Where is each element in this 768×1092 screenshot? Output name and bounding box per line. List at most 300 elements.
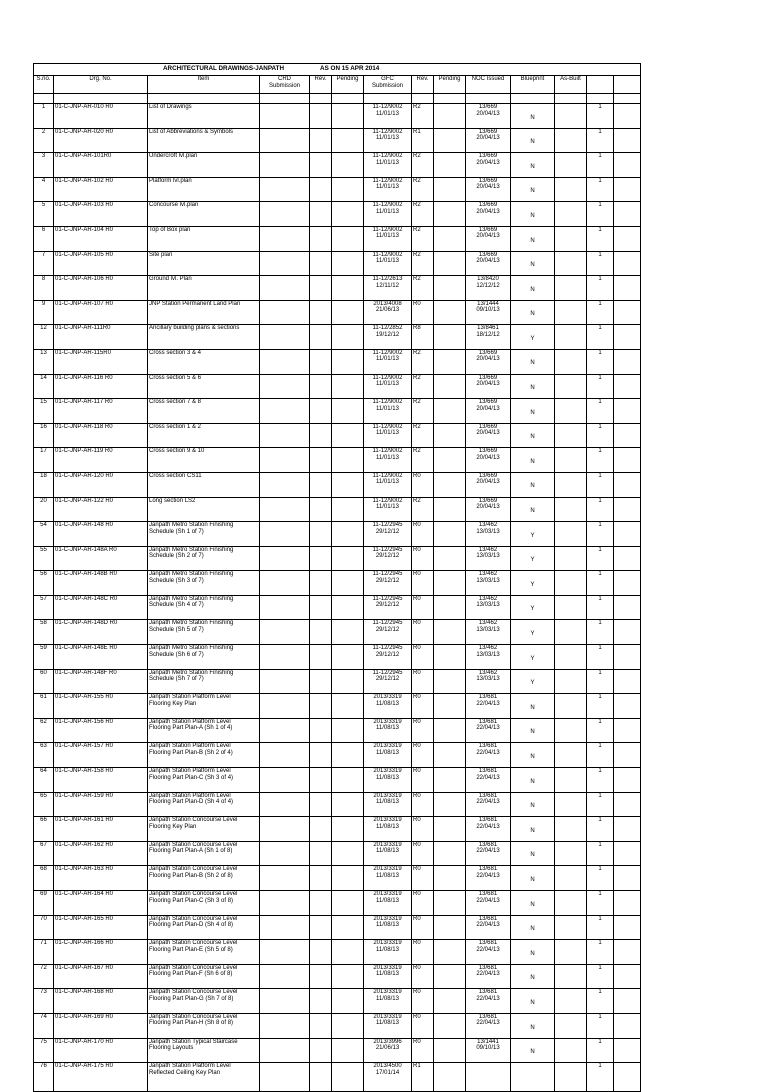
cell-drg-no: 01-C-JNP-AR-175 R0 bbox=[54, 1063, 148, 1092]
cell-as-built bbox=[555, 153, 587, 178]
cell-noc: 13/8420 12/12/12 bbox=[466, 276, 511, 301]
cell-sno: 74 bbox=[34, 1013, 54, 1038]
cell-gfc: 2013/3319 11/08/13 bbox=[364, 718, 412, 743]
cell-rev bbox=[310, 620, 332, 645]
cell-gfc: 11-12/9002 11/01/13 bbox=[364, 153, 412, 178]
cell-extra-1: 1 bbox=[587, 595, 614, 620]
cell-item: Ancillary building plans & sections bbox=[148, 325, 260, 350]
cell-gfc: 2013/3319 11/08/13 bbox=[364, 743, 412, 768]
cell-blueprint: N bbox=[511, 448, 555, 473]
table-row bbox=[34, 104, 641, 129]
cell-noc: 13/669 20/04/13 bbox=[466, 177, 511, 202]
cell-blueprint bbox=[511, 1063, 555, 1092]
cell-as-built bbox=[555, 866, 587, 891]
cell-gfc: 2013/3319 11/08/13 bbox=[364, 1013, 412, 1038]
cell-drg-no: 01-C-JNP-AR-148F R0 bbox=[54, 669, 148, 694]
cell-pending-2 bbox=[434, 522, 466, 547]
cell-blueprint: N bbox=[511, 1013, 555, 1038]
cell-crd bbox=[260, 472, 310, 497]
cell-pending bbox=[332, 325, 364, 350]
cell-noc: 13/681 22/04/13 bbox=[466, 866, 511, 891]
cell-sno: 8 bbox=[34, 276, 54, 301]
cell-drg-no: 01-C-JNP-AR-010 R0 bbox=[54, 104, 148, 129]
cell-item: Janpath Metro Station Finishing Schedule (Sh 7 of 7) bbox=[148, 669, 260, 694]
cell-item: Site plan bbox=[148, 251, 260, 276]
cell-extra-1: 1 bbox=[587, 177, 614, 202]
cell-pending bbox=[332, 817, 364, 842]
cell-noc: 13/669 20/04/13 bbox=[466, 251, 511, 276]
table-title: ARCHITECTURAL DRAWINGS-JANPATH bbox=[163, 65, 285, 73]
cell-noc bbox=[466, 1063, 511, 1092]
cell-pending-2 bbox=[434, 866, 466, 891]
table-row bbox=[34, 546, 641, 571]
cell-pending bbox=[332, 915, 364, 940]
cell-rev-2: R0 bbox=[412, 669, 434, 694]
cell-pending bbox=[332, 595, 364, 620]
cell-extra-2 bbox=[614, 251, 641, 276]
cell-crd bbox=[260, 497, 310, 522]
cell-sno: 59 bbox=[34, 645, 54, 670]
cell-blueprint: N bbox=[511, 817, 555, 842]
cell-drg-no: 01-C-JNP-AR-158 R0 bbox=[54, 768, 148, 793]
cell-gfc: 11-12/9002 11/01/13 bbox=[364, 251, 412, 276]
cell-rev-2: R2 bbox=[412, 448, 434, 473]
cell-extra-2 bbox=[614, 915, 641, 940]
cell-extra-2 bbox=[614, 645, 641, 670]
cell-sno: 64 bbox=[34, 768, 54, 793]
cell-rev-2: R1 bbox=[412, 1063, 434, 1092]
cell-rev bbox=[310, 817, 332, 842]
table-row bbox=[34, 1038, 641, 1063]
cell-item: Janpath Metro Station Finishing Schedule (Sh 4 of 7) bbox=[148, 595, 260, 620]
header-row bbox=[34, 76, 641, 94]
cell-pending bbox=[332, 104, 364, 129]
cell-pending-2 bbox=[434, 571, 466, 596]
cell-rev bbox=[310, 226, 332, 251]
cell-crd bbox=[260, 1038, 310, 1063]
cell-blueprint: N bbox=[511, 251, 555, 276]
cell-sno: 66 bbox=[34, 817, 54, 842]
cell-noc: 13/681 22/04/13 bbox=[466, 841, 511, 866]
cell-gfc: 2013/3319 11/08/13 bbox=[364, 915, 412, 940]
header-sno: S.no. bbox=[34, 76, 54, 94]
cell-extra-2 bbox=[614, 497, 641, 522]
cell-sno: 62 bbox=[34, 718, 54, 743]
cell-pending-2 bbox=[434, 841, 466, 866]
cell-gfc: 2013/4008 21/06/13 bbox=[364, 300, 412, 325]
cell-sno: 68 bbox=[34, 866, 54, 891]
cell-extra-2 bbox=[614, 694, 641, 719]
cell-rev-2: R0 bbox=[412, 472, 434, 497]
cell-extra-1: 1 bbox=[587, 964, 614, 989]
cell-extra-1: 1 bbox=[587, 940, 614, 965]
cell-rev-2: R2 bbox=[412, 349, 434, 374]
cell-extra-1: 1 bbox=[587, 669, 614, 694]
table-row bbox=[34, 571, 641, 596]
cell-pending-2 bbox=[434, 645, 466, 670]
cell-drg-no: 01-C-JNP-AR-115R0 bbox=[54, 349, 148, 374]
cell-crd bbox=[260, 620, 310, 645]
cell-gfc: 11-12/9002 11/01/13 bbox=[364, 104, 412, 129]
cell-item: Janpath Metro Station Finishing Schedule (Sh 1 of 7) bbox=[148, 522, 260, 547]
cell-item: Janpath Station Platform Level Flooring Part Plan-C (Sh 3 of 4) bbox=[148, 768, 260, 793]
cell-as-built bbox=[555, 202, 587, 227]
cell-crd bbox=[260, 669, 310, 694]
cell-crd bbox=[260, 546, 310, 571]
table-row bbox=[34, 128, 641, 153]
cell-noc: 13/681 22/04/13 bbox=[466, 915, 511, 940]
table-row bbox=[34, 989, 641, 1014]
cell-extra-1: 1 bbox=[587, 743, 614, 768]
table-row bbox=[34, 1063, 641, 1092]
cell-as-built bbox=[555, 497, 587, 522]
cell-blueprint: Y bbox=[511, 546, 555, 571]
cell-rev-2: R2 bbox=[412, 423, 434, 448]
cell-rev-2: R0 bbox=[412, 694, 434, 719]
cell-extra-2 bbox=[614, 177, 641, 202]
cell-pending-2 bbox=[434, 718, 466, 743]
cell-noc: 13/669 20/04/13 bbox=[466, 349, 511, 374]
cell-sno: 9 bbox=[34, 300, 54, 325]
cell-gfc: 2013/4500 17/01/14 bbox=[364, 1063, 412, 1092]
cell-crd bbox=[260, 104, 310, 129]
cell-blueprint: N bbox=[511, 472, 555, 497]
cell-gfc: 11-12/2945 29/12/12 bbox=[364, 546, 412, 571]
cell-as-built bbox=[555, 522, 587, 547]
cell-pending bbox=[332, 226, 364, 251]
header-item: Item bbox=[148, 76, 260, 94]
cell-blueprint: Y bbox=[511, 595, 555, 620]
cell-extra-2 bbox=[614, 669, 641, 694]
table-row bbox=[34, 768, 641, 793]
cell-sno: 17 bbox=[34, 448, 54, 473]
cell-blueprint: Y bbox=[511, 522, 555, 547]
cell-as-built bbox=[555, 546, 587, 571]
cell-rev bbox=[310, 915, 332, 940]
cell-rev bbox=[310, 104, 332, 129]
table-row bbox=[34, 964, 641, 989]
cell-sno: 20 bbox=[34, 497, 54, 522]
cell-blueprint: N bbox=[511, 866, 555, 891]
cell-blueprint: N bbox=[511, 153, 555, 178]
cell-as-built bbox=[555, 817, 587, 842]
cell-pending-2 bbox=[434, 669, 466, 694]
cell-blueprint: N bbox=[511, 989, 555, 1014]
cell-extra-2 bbox=[614, 202, 641, 227]
cell-pending bbox=[332, 891, 364, 916]
cell-noc: 13/462 13/03/13 bbox=[466, 620, 511, 645]
table-row bbox=[34, 743, 641, 768]
cell-pending-2 bbox=[434, 1038, 466, 1063]
cell-extra-1: 1 bbox=[587, 792, 614, 817]
cell-crd bbox=[260, 964, 310, 989]
cell-extra-1: 1 bbox=[587, 645, 614, 670]
cell-crd bbox=[260, 399, 310, 424]
cell-pending-2 bbox=[434, 546, 466, 571]
cell-as-built bbox=[555, 669, 587, 694]
cell-drg-no: 01-C-JNP-AR-148A R0 bbox=[54, 546, 148, 571]
table-row bbox=[34, 669, 641, 694]
cell-pending bbox=[332, 472, 364, 497]
table-row bbox=[34, 718, 641, 743]
cell-pending-2 bbox=[434, 399, 466, 424]
cell-blueprint: Y bbox=[511, 325, 555, 350]
cell-extra-1: 1 bbox=[587, 153, 614, 178]
cell-crd bbox=[260, 300, 310, 325]
cell-extra-1: 1 bbox=[587, 497, 614, 522]
cell-gfc: 11-12/2945 29/12/12 bbox=[364, 571, 412, 596]
cell-rev bbox=[310, 964, 332, 989]
cell-pending bbox=[332, 202, 364, 227]
cell-sno: 16 bbox=[34, 423, 54, 448]
cell-extra-2 bbox=[614, 226, 641, 251]
table-row bbox=[34, 645, 641, 670]
cell-drg-no: 01-C-JNP-AR-166 R0 bbox=[54, 940, 148, 965]
cell-extra-1: 1 bbox=[587, 571, 614, 596]
cell-rev bbox=[310, 669, 332, 694]
cell-blueprint: N bbox=[511, 423, 555, 448]
cell-rev bbox=[310, 497, 332, 522]
table-body bbox=[34, 104, 641, 1092]
cell-extra-1: 1 bbox=[587, 841, 614, 866]
cell-drg-no: 01-C-JNP-AR-119 R0 bbox=[54, 448, 148, 473]
cell-sno: 63 bbox=[34, 743, 54, 768]
cell-rev bbox=[310, 645, 332, 670]
cell-noc: 13/669 20/04/13 bbox=[466, 104, 511, 129]
cell-as-built bbox=[555, 915, 587, 940]
cell-rev bbox=[310, 989, 332, 1014]
cell-rev bbox=[310, 153, 332, 178]
cell-sno: 75 bbox=[34, 1038, 54, 1063]
cell-sno: 71 bbox=[34, 940, 54, 965]
cell-item: Undercroft lvl.plan bbox=[148, 153, 260, 178]
cell-extra-1: 1 bbox=[587, 226, 614, 251]
cell-rev-2: R0 bbox=[412, 1013, 434, 1038]
cell-crd bbox=[260, 817, 310, 842]
cell-noc: 13/1441 09/10/13 bbox=[466, 1038, 511, 1063]
cell-sno: 67 bbox=[34, 841, 54, 866]
cell-rev-2: R0 bbox=[412, 718, 434, 743]
cell-blueprint: N bbox=[511, 300, 555, 325]
drawings-table bbox=[33, 63, 641, 1092]
cell-sno: 65 bbox=[34, 792, 54, 817]
cell-rev bbox=[310, 694, 332, 719]
cell-crd bbox=[260, 743, 310, 768]
cell-pending-2 bbox=[434, 595, 466, 620]
cell-rev-2: R1 bbox=[412, 128, 434, 153]
cell-pending-2 bbox=[434, 694, 466, 719]
cell-rev-2: R0 bbox=[412, 964, 434, 989]
cell-as-built bbox=[555, 964, 587, 989]
cell-item: Janpath Metro Station Finishing Schedule (Sh 5 of 7) bbox=[148, 620, 260, 645]
cell-extra-2 bbox=[614, 718, 641, 743]
cell-blueprint: N bbox=[511, 497, 555, 522]
cell-noc: 13/669 20/04/13 bbox=[466, 399, 511, 424]
cell-extra-2 bbox=[614, 620, 641, 645]
cell-drg-no: 01-C-JNP-AR-148B R0 bbox=[54, 571, 148, 596]
cell-rev bbox=[310, 349, 332, 374]
cell-item: Janpath Metro Station Finishing Schedule (Sh 6 of 7) bbox=[148, 645, 260, 670]
cell-item: Janpath Station Concourse Level Flooring Part Plan-C (Sh 3 of 8) bbox=[148, 891, 260, 916]
cell-noc: 13/669 20/04/13 bbox=[466, 374, 511, 399]
cell-blueprint: N bbox=[511, 104, 555, 129]
cell-rev-2: R0 bbox=[412, 743, 434, 768]
cell-noc: 13/681 22/04/13 bbox=[466, 940, 511, 965]
cell-sno: 73 bbox=[34, 989, 54, 1014]
cell-extra-1: 1 bbox=[587, 300, 614, 325]
cell-as-built bbox=[555, 177, 587, 202]
cell-rev-2: R0 bbox=[412, 620, 434, 645]
cell-rev bbox=[310, 128, 332, 153]
cell-rev-2: R0 bbox=[412, 792, 434, 817]
cell-rev bbox=[310, 300, 332, 325]
cell-item: Janpath Metro Station Finishing Schedule (Sh 2 of 7) bbox=[148, 546, 260, 571]
cell-pending bbox=[332, 940, 364, 965]
cell-pending bbox=[332, 128, 364, 153]
cell-crd bbox=[260, 718, 310, 743]
header-drg-no: Drg. No. bbox=[54, 76, 148, 94]
cell-gfc: 11-12/9002 11/01/13 bbox=[364, 448, 412, 473]
cell-pending-2 bbox=[434, 177, 466, 202]
cell-rev-2: R2 bbox=[412, 251, 434, 276]
cell-pending bbox=[332, 497, 364, 522]
cell-pending-2 bbox=[434, 104, 466, 129]
cell-drg-no: 01-C-JNP-AR-161 R0 bbox=[54, 817, 148, 842]
cell-extra-2 bbox=[614, 448, 641, 473]
table-row bbox=[34, 399, 641, 424]
cell-rev-2: R0 bbox=[412, 891, 434, 916]
cell-pending bbox=[332, 669, 364, 694]
cell-pending-2 bbox=[434, 768, 466, 793]
cell-as-built bbox=[555, 399, 587, 424]
cell-rev-2: R0 bbox=[412, 841, 434, 866]
cell-rev-2: R0 bbox=[412, 940, 434, 965]
cell-blueprint: N bbox=[511, 128, 555, 153]
cell-pending-2 bbox=[434, 1063, 466, 1092]
cell-rev bbox=[310, 595, 332, 620]
cell-pending bbox=[332, 251, 364, 276]
cell-drg-no: 01-C-JNP-AR-148C R0 bbox=[54, 595, 148, 620]
cell-pending bbox=[332, 1013, 364, 1038]
cell-pending bbox=[332, 841, 364, 866]
cell-crd bbox=[260, 940, 310, 965]
cell-rev-2: R0 bbox=[412, 522, 434, 547]
header-empty-1 bbox=[587, 76, 614, 94]
cell-extra-2 bbox=[614, 595, 641, 620]
cell-gfc: 11-12/2945 29/12/12 bbox=[364, 522, 412, 547]
cell-noc: 13/669 20/04/13 bbox=[466, 128, 511, 153]
cell-extra-2 bbox=[614, 866, 641, 891]
cell-extra-1: 1 bbox=[587, 325, 614, 350]
cell-as-built bbox=[555, 792, 587, 817]
cell-item: Janpath Station Platform Level Flooring Part Plan-B (Sh 2 of 4) bbox=[148, 743, 260, 768]
table-row bbox=[34, 276, 641, 301]
cell-gfc: 11-12/9002 11/01/13 bbox=[364, 472, 412, 497]
cell-item: Janpath Station Concourse Level Flooring Part Plan-E (Sh 5 of 8) bbox=[148, 940, 260, 965]
cell-drg-no: 01-C-JNP-AR-111R0 bbox=[54, 325, 148, 350]
cell-item: Janpath Station Platform Level Flooring Key Plan bbox=[148, 694, 260, 719]
cell-rev bbox=[310, 891, 332, 916]
cell-pending bbox=[332, 177, 364, 202]
cell-crd bbox=[260, 915, 310, 940]
table-row bbox=[34, 374, 641, 399]
cell-pending-2 bbox=[434, 472, 466, 497]
cell-gfc: 2013/3319 11/08/13 bbox=[364, 841, 412, 866]
cell-drg-no: 01-C-JNP-AR-157 R0 bbox=[54, 743, 148, 768]
cell-gfc: 11-12/2945 29/12/12 bbox=[364, 620, 412, 645]
cell-rev-2: R0 bbox=[412, 989, 434, 1014]
cell-as-built bbox=[555, 1038, 587, 1063]
cell-gfc: 2013/3319 11/08/13 bbox=[364, 817, 412, 842]
cell-drg-no: 01-C-JNP-AR-122 R0 bbox=[54, 497, 148, 522]
cell-item: Janpath Station Concourse Level Flooring Key Plan bbox=[148, 817, 260, 842]
cell-as-built bbox=[555, 448, 587, 473]
cell-item: Cross section CS11 bbox=[148, 472, 260, 497]
cell-rev-2: R2 bbox=[412, 202, 434, 227]
cell-extra-1: 1 bbox=[587, 423, 614, 448]
cell-blueprint: Y bbox=[511, 669, 555, 694]
cell-sno: 60 bbox=[34, 669, 54, 694]
cell-blueprint: N bbox=[511, 940, 555, 965]
cell-gfc: 2013/3996 21/06/13 bbox=[364, 1038, 412, 1063]
cell-noc: 13/681 22/04/13 bbox=[466, 768, 511, 793]
cell-drg-no: 01-C-JNP-AR-101R0 bbox=[54, 153, 148, 178]
cell-pending bbox=[332, 718, 364, 743]
cell-crd bbox=[260, 645, 310, 670]
cell-item: JNP Station Permanent Land Plan bbox=[148, 300, 260, 325]
cell-as-built bbox=[555, 104, 587, 129]
cell-extra-1: 1 bbox=[587, 891, 614, 916]
cell-pending-2 bbox=[434, 497, 466, 522]
cell-noc: 13/669 20/04/13 bbox=[466, 202, 511, 227]
cell-rev bbox=[310, 399, 332, 424]
cell-rev-2: R2 bbox=[412, 177, 434, 202]
cell-rev-2: R2 bbox=[412, 276, 434, 301]
cell-extra-2 bbox=[614, 104, 641, 129]
cell-pending-2 bbox=[434, 743, 466, 768]
cell-blueprint: Y bbox=[511, 645, 555, 670]
cell-crd bbox=[260, 571, 310, 596]
cell-rev bbox=[310, 571, 332, 596]
cell-crd bbox=[260, 177, 310, 202]
cell-extra-2 bbox=[614, 768, 641, 793]
cell-rev bbox=[310, 546, 332, 571]
cell-pending bbox=[332, 989, 364, 1014]
cell-pending-2 bbox=[434, 300, 466, 325]
cell-rev-2: R0 bbox=[412, 768, 434, 793]
cell-sno: 58 bbox=[34, 620, 54, 645]
cell-rev-2: R2 bbox=[412, 104, 434, 129]
cell-noc: 13/462 13/03/13 bbox=[466, 645, 511, 670]
cell-pending-2 bbox=[434, 448, 466, 473]
cell-noc: 13/8461 18/12/12 bbox=[466, 325, 511, 350]
cell-rev-2: R0 bbox=[412, 1038, 434, 1063]
cell-extra-2 bbox=[614, 1013, 641, 1038]
cell-pending bbox=[332, 1063, 364, 1092]
cell-extra-2 bbox=[614, 989, 641, 1014]
table-row bbox=[34, 472, 641, 497]
cell-gfc: 11-12/9002 11/01/13 bbox=[364, 399, 412, 424]
cell-extra-2 bbox=[614, 399, 641, 424]
cell-crd bbox=[260, 792, 310, 817]
table-row bbox=[34, 300, 641, 325]
cell-drg-no: 01-C-JNP-AR-148 R0 bbox=[54, 522, 148, 547]
cell-rev bbox=[310, 251, 332, 276]
cell-item: Janpath Station Concourse Level Flooring Part Plan-G (Sh 7 of 8) bbox=[148, 989, 260, 1014]
cell-gfc: 2013/3319 11/08/13 bbox=[364, 989, 412, 1014]
cell-gfc: 11-12/2945 29/12/12 bbox=[364, 645, 412, 670]
cell-noc: 13/681 22/04/13 bbox=[466, 989, 511, 1014]
